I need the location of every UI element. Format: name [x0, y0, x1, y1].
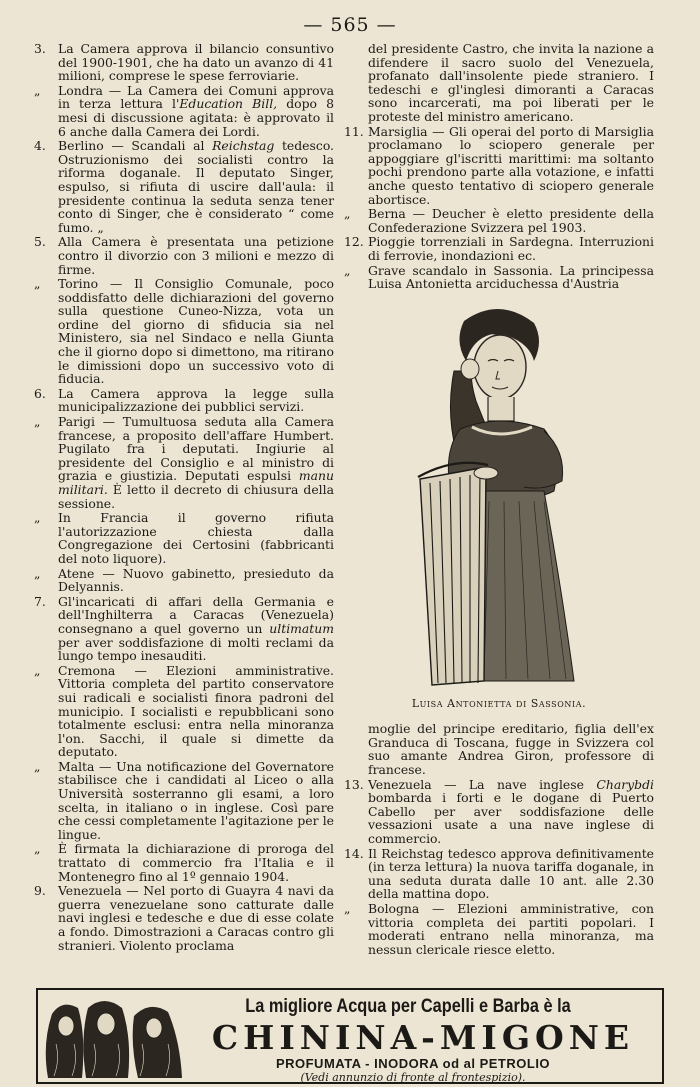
entry-date: 11.: [344, 123, 364, 139]
entry-text: La Camera approva il bilancio consuntivo del 1900-1901, che ha dato un avanzo di 41 milioni, comprese le spese ferroviarie.: [58, 41, 334, 84]
chronicle-entry: [34, 387, 334, 414]
entry-text: La Camera approva la legge sulla municipalizzazione dei pubblici servizi.: [58, 385, 334, 415]
entry-text: Venezuela — La nave inglese Charybdi bombarda i forti e le dogane di Puerto Cabello per aver soddisfazione delle vessazioni usate a una nave inglese di commercio.: [368, 776, 654, 847]
chronicle-entry: [344, 42, 654, 124]
entry-date: „: [344, 206, 351, 222]
chronicle-entry: [34, 42, 334, 83]
entry-text: Bologna — Elezioni amministrative, con vittoria completa dei partiti popolari. I moderati entrano nella minoranza, ma nessun clericale riesce eletto.: [368, 901, 654, 957]
chronicle-entry: [34, 595, 334, 663]
left-column: [34, 42, 334, 953]
entry-date: 4.: [34, 138, 46, 154]
chronicle-entry: [344, 902, 654, 956]
chronicle-entry: [344, 778, 654, 846]
entry-text: Berna — Deucher è eletto presidente della Confederazione Svizzera pel 1903.: [368, 206, 654, 235]
entry-date: „: [34, 276, 41, 292]
entry-date: „: [34, 841, 41, 857]
entry-text: Londra — La Camera dei Comuni approva in terza lettura l'Education Bill, dopo 8 mesi di discussione agitata: è approvato il 6 anche dalla Camera dei Lordi.: [58, 82, 334, 139]
ad-brand-name: CHININA-MIGONE: [211, 1018, 635, 1057]
entry-italic: Charybdi: [596, 776, 654, 792]
entry-text: Marsiglia — Gli operai del porto di Marsiglia proclamano lo sciopero generale per appoggiare gl'iscritti marittimi: ma soltanto pochi prendono parte alla votazione, e infatti anche questo tentativo di sciopero generale abortisce.: [368, 123, 654, 207]
ad-headline: La migliore Acqua per Capelli e Barba è la: [245, 996, 571, 1017]
entry-date: 6.: [34, 385, 46, 401]
portrait-illustration: [394, 301, 604, 691]
chronicle-entry: [344, 125, 654, 207]
entry-italic: Education Bill,: [179, 96, 278, 112]
portrait-caption: Luisa Antonietta di Sassonia.: [411, 696, 587, 710]
entry-date: 13.: [344, 776, 364, 792]
entry-text: Atene — Nuovo gabinetto, presieduto da Delyannis.: [58, 565, 334, 595]
entry-date: 3.: [34, 41, 46, 56]
entry-text: In Francia il governo rifiuta l'autorizzazione chiesta dalla Congregazione dei Certosini (fabbricanti del noto liquore).: [58, 510, 334, 566]
entry-date: „: [34, 82, 41, 98]
chronicle-entry: [34, 884, 334, 952]
ad-illustration: [42, 994, 192, 1080]
chronicle-entry: [344, 264, 654, 291]
chronicle-entry: [34, 84, 334, 138]
entry-date: 12.: [344, 234, 364, 250]
entry-date: 5.: [34, 234, 46, 250]
chronicle-entry: [344, 235, 654, 262]
entry-date: 9.: [34, 883, 46, 899]
entry-italic: Reichstag: [212, 138, 275, 154]
chronicle-entry: [344, 207, 654, 234]
ad-note: (Vedi annunzio di fronte al frontespizio).: [300, 1071, 526, 1084]
right-column-top: [344, 42, 654, 291]
entry-date: „: [34, 414, 41, 430]
figures-with-flowing-hair-icon: [42, 994, 192, 1080]
entry-date: „: [34, 510, 41, 526]
entry-date: 14.: [344, 845, 364, 861]
entry-date: „: [344, 901, 351, 916]
chronicle-entry: [34, 139, 334, 234]
chronicle-entry: [34, 235, 334, 276]
entry-italic: manu militari.: [58, 468, 334, 497]
entry-date: 7.: [34, 593, 46, 609]
entry-text: Cremona — Elezioni amministrative. Vittoria completa del partito conservatore sui radicali e socialisti finora padroni del municipio. I socialisti e repubblicani sono totalmente esclusi: entra nella minoranza l'on. Sacchi, il quale si dimette da deputato.: [58, 662, 334, 760]
ad-subtitle: PROFUMATA - INODORA od al PETROLIO: [275, 1056, 551, 1071]
entry-text: Venezuela — Nel porto di Guayra 4 navi da guerra venezuelane sono catturate dalle navi inglesi e tedesche e due di esse colate a fondo. Dimostrazioni a Caracas contro gli stranieri. Violento proclama: [58, 883, 334, 953]
entry-italic: ultimatum: [269, 620, 334, 636]
advertisement-box: [36, 988, 664, 1084]
page-number: — 565 —: [303, 14, 397, 36]
chronicle-entry: [344, 722, 654, 776]
entry-text: Berlino — Scandali al Reichstag tedesco. Ostruzionismo dei socialisti contro la riforma doganale. Il deputato Singer, espulso, si rifiuta di uscire dall'aula: il presidente continua la seduta senza tener conto di Singer, che è considerato “ come fumo. „: [58, 138, 334, 235]
entry-text: Torino — Il Consiglio Comunale, poco soddisfatto delle dichiarazioni del governo sulla questione Cuneo-Nizza, vota un ordine del giorno di sfiducia sia nel Ministero, sia nel Sindaco e nella Giunta che il giorno dopo si dimettono, ma ritirano le dimissioni dopo un successivo voto di fiducia.: [58, 276, 334, 387]
entry-date: „: [34, 565, 41, 581]
right-column-bottom: [344, 722, 654, 956]
entry-text: moglie del principe ereditario, figlia dell'ex Granduca di Toscana, fugge in Svizzera col suo amante Andrea Giron, professore di francese.: [368, 721, 654, 778]
entry-date: „: [34, 758, 41, 774]
woman-portrait-icon: [394, 301, 604, 691]
chronicle-entry: [34, 842, 334, 883]
entry-date: „: [34, 662, 41, 678]
chronicle-entry: [34, 415, 334, 510]
chronicle-entry: [34, 760, 334, 842]
right-column: [344, 42, 654, 957]
chronicle-entry: [344, 847, 654, 901]
entry-text: Grave scandalo in Sassonia. La principessa Luisa Antonietta arciduchessa d'Austria: [368, 262, 654, 292]
chronicle-entry: [34, 511, 334, 565]
entry-text: Parigi — Tumultuosa seduta alla Camera francese, a proposito dell'affare Humbert. Pugilato fra i deputati. Ingiurie al presidente del Consiglio e al ministro di grazia e giustizia. Deputati espulsi manu militari. È letto il decreto di chiusura della sessione.: [58, 414, 334, 511]
entry-text: Pioggie torrenziali in Sardegna. Interruzioni di ferrovie, inondazioni ec.: [368, 234, 654, 263]
chronicle-entry: [34, 277, 334, 386]
entry-text: È firmata la dichiarazione di proroga del trattato di commercio fra l'Italia e il Montenegro fino al 1º gennaio 1904.: [58, 841, 334, 884]
entry-text: Alla Camera è presentata una petizione contro il divorzio con 3 milioni e mezzo di firme.: [58, 234, 334, 277]
entry-text: del presidente Castro, che invita la nazione a difendere il sacro suolo del Venezuela, profanato dall'insolente piede straniero. I tedeschi e gl'inglesi dimoranti a Caracas sono incarcerati, ma poi liberati per le proteste del ministro americano.: [368, 41, 654, 124]
entry-text: Il Reichstag tedesco approva definitivamente (in terza lettura) la nuova tariffa doganale, in una seduta durata dalle 10 ant. alle 2.30 della mattina dopo.: [368, 845, 654, 902]
entry-date: „: [344, 262, 351, 278]
chronicle-entry: [34, 664, 334, 759]
entry-text: Gl'incaricati di affari della Germania e dell'Inghilterra a Caracas (Venezuela) consegnano a quel governo un ultimatum per aver soddisfazione di molti reclami da lungo tempo inesauditi.: [58, 593, 334, 664]
entry-text: Malta — Una notificazione del Governatore stabilisce che i candidati al Liceo o alla Università sosterranno gli esami, a loro scelta, in italiano o in inglese. Così pare che cessi completamente l'agitazione per le lingue.: [58, 758, 334, 842]
chronicle-entry: [34, 567, 334, 594]
